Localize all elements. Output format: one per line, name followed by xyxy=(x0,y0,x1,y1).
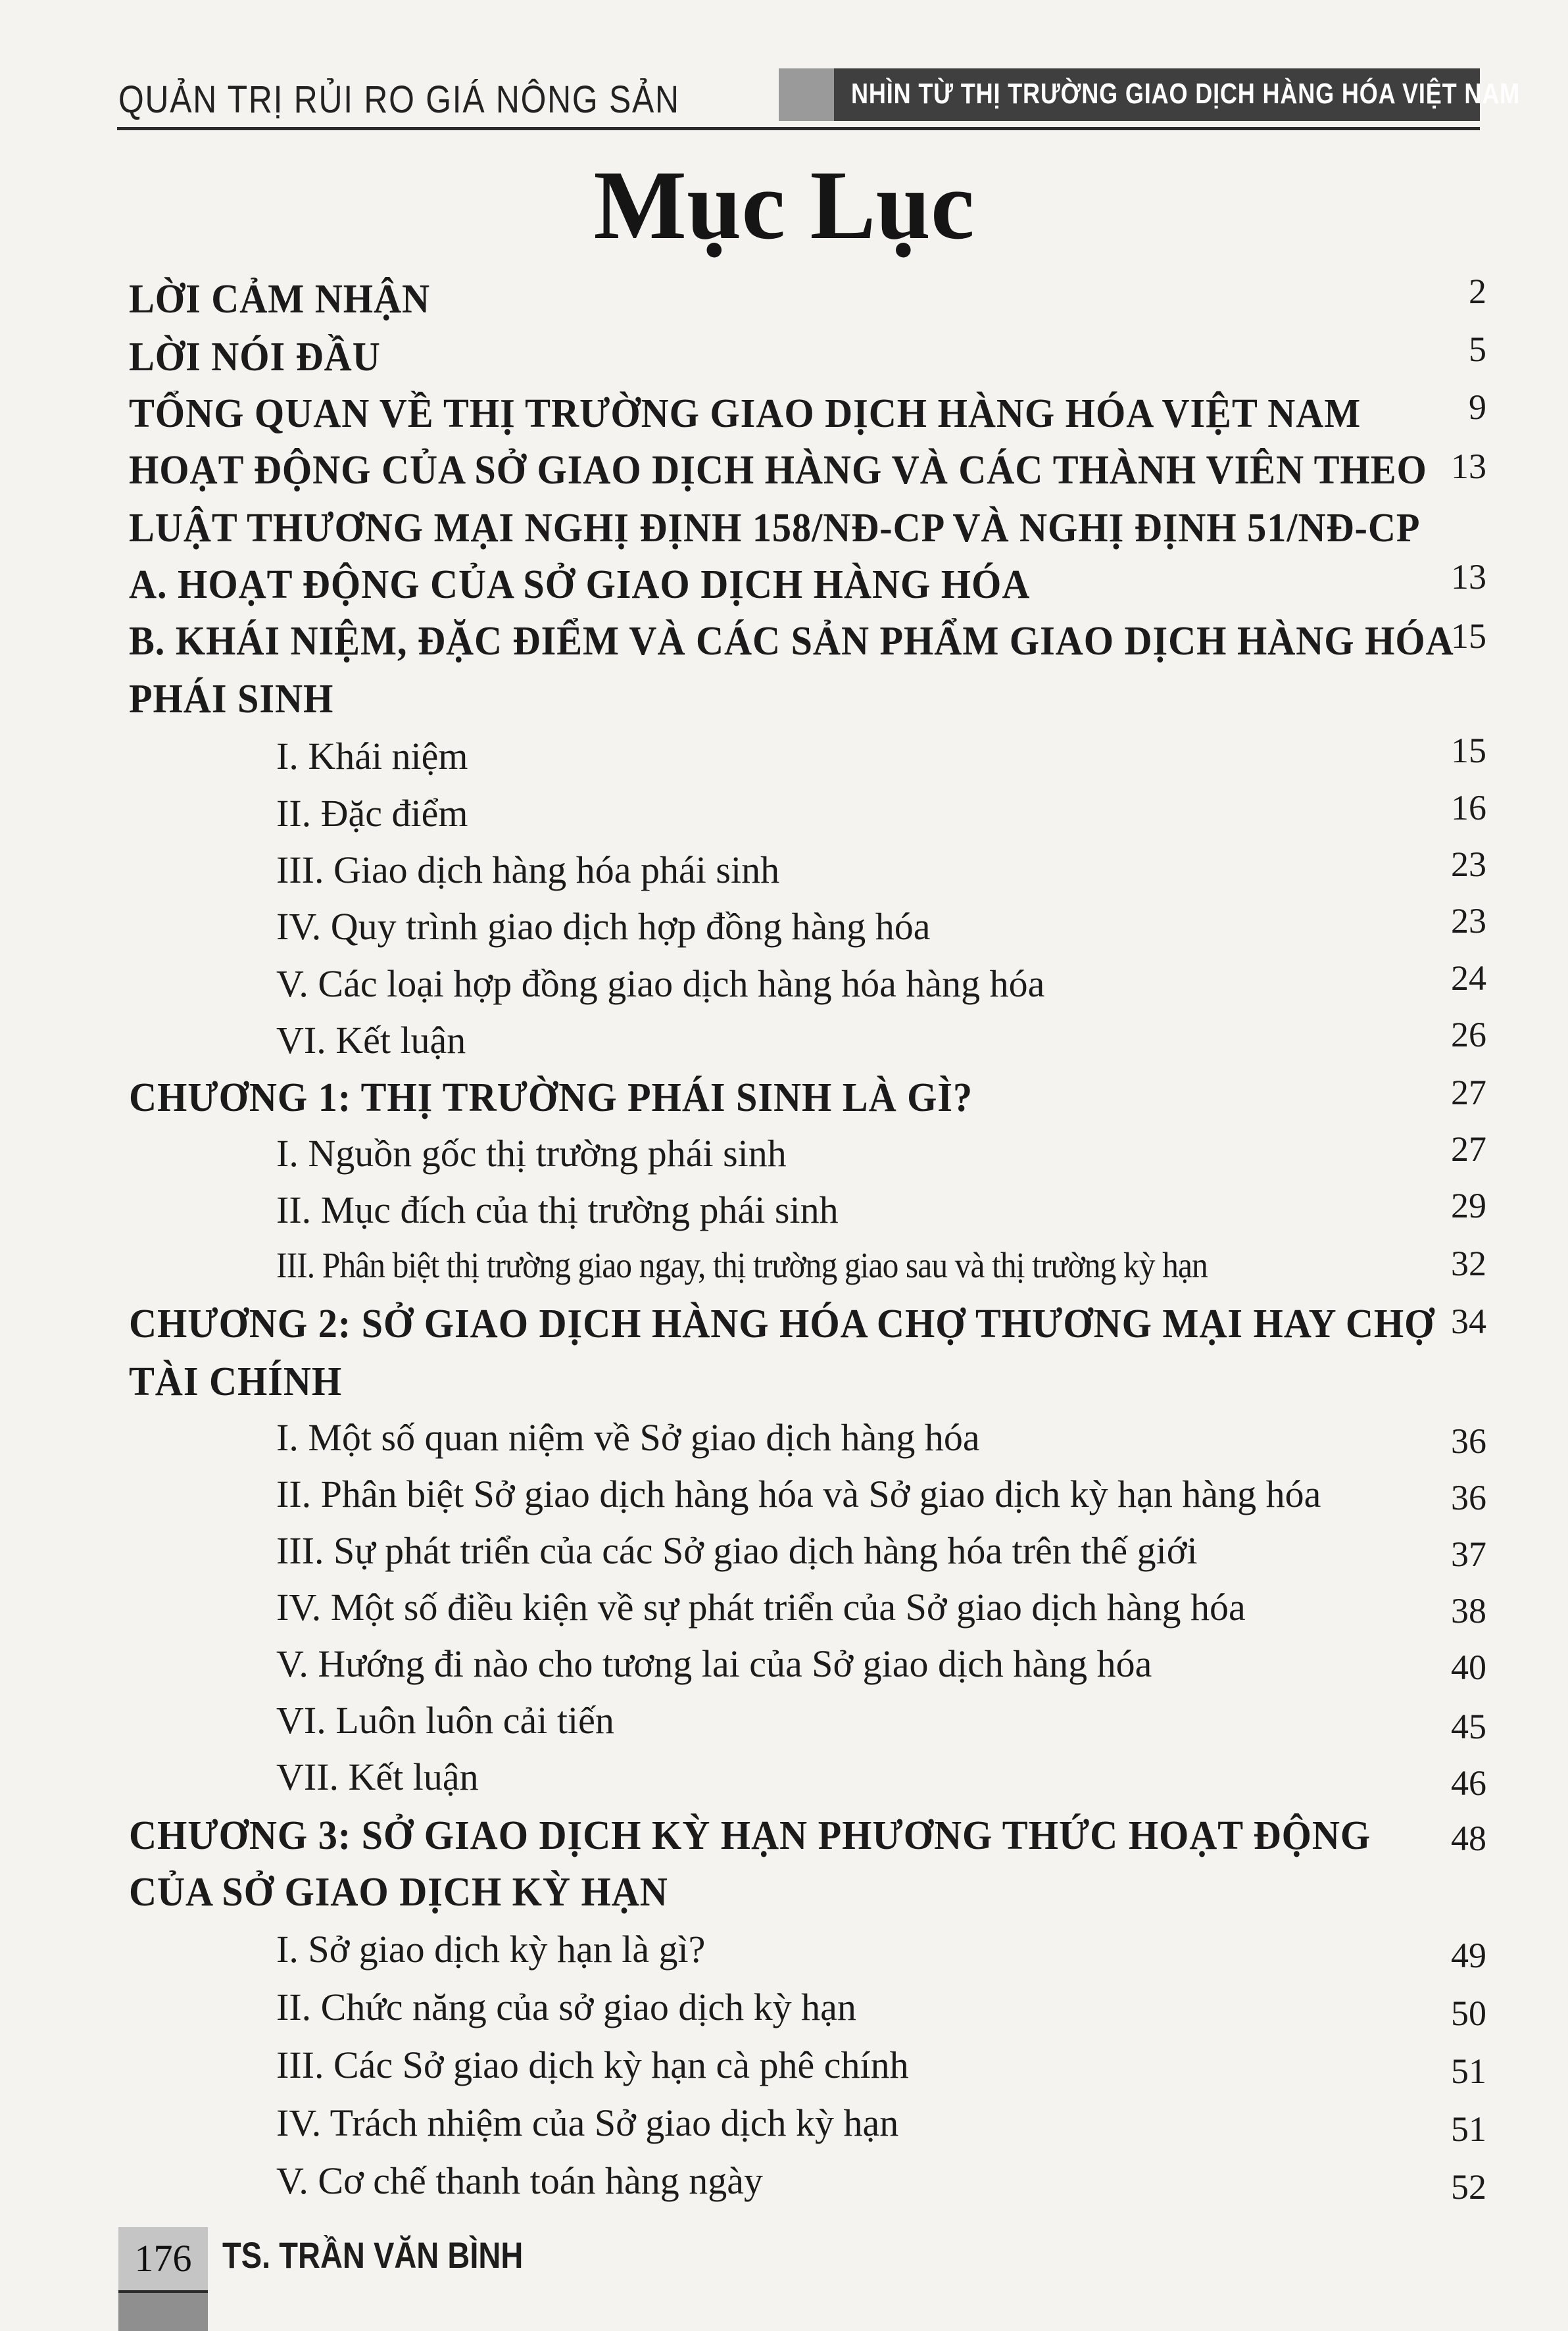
header-series-title: NHÌN TỪ THỊ TRƯỜNG GIAO DỊCH HÀNG HÓA VIỆT NAM xyxy=(851,78,1520,110)
toc-entry-text: TÀI CHÍNH xyxy=(129,1360,343,1404)
toc-entry-page: 15 xyxy=(1451,616,1486,656)
toc-entry-text: III. Các Sở giao dịch kỳ hạn cà phê chính xyxy=(276,2044,909,2086)
toc-entry-page: 13 xyxy=(1451,447,1486,486)
toc-entry-text: CỦA SỞ GIAO DỊCH KỲ HẠN xyxy=(129,1870,668,1915)
footer-page-number: 176 xyxy=(118,2227,208,2293)
toc-entry-text: TỔNG QUAN VỀ THỊ TRƯỜNG GIAO DỊCH HÀNG HÓA VIỆT NAM xyxy=(129,391,1361,436)
toc-entry-page: 13 xyxy=(1451,557,1486,597)
toc-entry-text: II. Chức năng của sở giao dịch kỳ hạn xyxy=(276,1986,856,2028)
toc-entry-text: III. Sự phát triển của các Sở giao dịch hàng hóa trên thế giới xyxy=(276,1529,1198,1572)
toc-entry xyxy=(0,958,1568,1021)
toc-entry-page: 52 xyxy=(1451,2167,1486,2207)
toc-entry-page: 50 xyxy=(1451,1994,1486,2033)
toc-entry xyxy=(0,2101,1568,2160)
toc-entry-text: CHƯƠNG 2: SỞ GIAO DỊCH HÀNG HÓA CHỢ THƯƠNG MẠI HAY CHỢ xyxy=(129,1302,1435,1346)
footer-bar xyxy=(118,2293,208,2331)
toc-entry xyxy=(0,1755,1568,1814)
toc-entry-page: 36 xyxy=(1451,1421,1486,1461)
toc-entry xyxy=(0,1585,1568,1644)
page-title: Mục Lục xyxy=(593,151,975,260)
header-rule xyxy=(117,127,1480,130)
header-book-title: QUẢN TRỊ RỦI RO GIÁ NÔNG SẢN xyxy=(118,78,680,121)
toc-entry xyxy=(0,1075,1568,1134)
toc-entry xyxy=(0,330,1568,393)
header-box-tab xyxy=(779,68,834,121)
toc-entry-page: 9 xyxy=(1469,387,1486,427)
toc-entry-text: II. Phân biệt Sở giao dịch hàng hóa và Sở giao dịch kỳ hạn hàng hóa xyxy=(276,1473,1321,1515)
toc-entry xyxy=(0,1642,1568,1701)
toc-entry-text: I. Sở giao dịch kỳ hạn là gì? xyxy=(276,1928,706,1971)
toc-entry-page: 27 xyxy=(1451,1129,1486,1169)
toc-entry xyxy=(0,1985,1568,2044)
toc-entry xyxy=(0,505,1568,564)
toc-entry-page: 23 xyxy=(1451,845,1486,884)
toc-entry-text: VII. Kết luận xyxy=(276,1755,479,1798)
toc-entry-page: 15 xyxy=(1451,731,1486,770)
toc-entry-text: CHƯƠNG 1: THỊ TRƯỜNG PHÁI SINH LÀ GÌ? xyxy=(129,1075,973,1120)
toc-entry-page: 23 xyxy=(1451,901,1486,941)
toc-entry-page: 40 xyxy=(1451,1648,1486,1687)
toc-entry-text: IV. Quy trình giao dịch hợp đồng hàng hóa xyxy=(276,905,931,948)
toc-entry-text: IV. Trách nhiệm của Sở giao dịch kỳ hạn xyxy=(276,2101,899,2144)
footer-author: TS. TRẦN VĂN BÌNH xyxy=(222,2234,524,2276)
toc-entry-text: VI. Kết luận xyxy=(276,1019,466,1062)
toc-entry-text: PHÁI SINH xyxy=(129,677,334,722)
toc-entry-page: 16 xyxy=(1451,788,1486,827)
toc-entry xyxy=(0,1927,1568,1986)
toc-entry xyxy=(0,1869,1568,1928)
toc-entry xyxy=(0,1015,1568,1077)
toc-entry xyxy=(0,2159,1568,2218)
toc-entry-text: I. Nguồn gốc thị trường phái sinh xyxy=(276,1132,787,1175)
toc-entry-page: 37 xyxy=(1451,1534,1486,1574)
toc-entry-text: III. Giao dịch hàng hóa phái sinh xyxy=(276,848,780,891)
toc-entry xyxy=(0,1188,1568,1247)
toc-entry-page: 51 xyxy=(1451,2051,1486,2091)
toc-entry xyxy=(0,1698,1568,1757)
toc-entry-text: VI. Luôn luôn cải tiến xyxy=(276,1699,614,1742)
toc-entry xyxy=(0,1813,1568,1872)
toc-entry-page: 46 xyxy=(1451,1763,1486,1803)
toc-entry xyxy=(0,447,1568,506)
toc-entry-text: III. Phân biệt thị trường giao ngay, thị trường giao sau và thị trường kỳ hạn xyxy=(276,1245,1208,1285)
toc-entry-text: B. KHÁI NIỆM, ĐẶC ĐIỂM VÀ CÁC SẢN PHẨM GIAO DỊCH HÀNG HÓA xyxy=(129,619,1454,664)
toc-entry xyxy=(0,1529,1568,1588)
toc-entry xyxy=(0,676,1568,735)
toc-entry-page: 27 xyxy=(1451,1073,1486,1112)
toc-entry xyxy=(0,731,1568,793)
toc-entry xyxy=(0,1244,1568,1304)
toc-entry-page: 32 xyxy=(1451,1244,1486,1283)
toc-entry-page: 51 xyxy=(1451,2109,1486,2149)
toc-entry-text: II. Mục đích của thị trường phái sinh xyxy=(276,1189,839,1231)
toc-entry-text: LỜI CẢM NHẬN xyxy=(129,277,431,322)
toc-entry-page: 38 xyxy=(1451,1591,1486,1631)
toc-entry xyxy=(0,387,1568,450)
toc-entry-page: 36 xyxy=(1451,1478,1486,1517)
toc-entry-page: 49 xyxy=(1451,1936,1486,1975)
toc-entry xyxy=(0,272,1568,335)
toc-entry-text: A. HOẠT ĐỘNG CỦA SỞ GIAO DỊCH HÀNG HÓA xyxy=(129,562,1031,607)
toc-entry-page: 5 xyxy=(1469,330,1486,369)
toc-entry xyxy=(0,901,1568,964)
toc-entry-text: V. Các loại hợp đồng giao dịch hàng hóa hàng hóa xyxy=(276,962,1045,1005)
toc-entry-text: CHƯƠNG 3: SỞ GIAO DỊCH KỲ HẠN PHƯƠNG THỨC HOẠT ĐỘNG xyxy=(129,1813,1371,1858)
toc-entry-text: IV. Một số điều kiện về sự phát triển của Sở giao dịch hàng hóa xyxy=(276,1586,1246,1629)
toc-entry-page: 45 xyxy=(1451,1707,1486,1746)
toc-entry xyxy=(0,1472,1568,1531)
toc-entry-text: II. Đặc điểm xyxy=(276,792,468,835)
toc-entry-text: LỜI NÓI ĐẦU xyxy=(129,335,381,380)
header-series-box xyxy=(779,68,1520,121)
toc-entry-text: I. Khái niệm xyxy=(276,735,468,777)
toc-entry-page: 26 xyxy=(1451,1015,1486,1054)
toc-entry xyxy=(0,1359,1568,1418)
toc-entry-text: V. Hướng đi nào cho tương lai của Sở giao dịch hàng hóa xyxy=(276,1642,1152,1685)
toc-entry xyxy=(0,557,1568,621)
toc-entry-page: 29 xyxy=(1451,1186,1486,1225)
toc-entry xyxy=(0,1131,1568,1190)
toc-entry xyxy=(0,2043,1568,2102)
toc-entry xyxy=(0,1301,1568,1360)
toc-entry xyxy=(0,845,1568,907)
toc-entry-text: LUẬT THƯƠNG MẠI NGHỊ ĐỊNH 158/NĐ-CP VÀ NGHỊ ĐỊNH 51/NĐ-CP xyxy=(129,506,1421,551)
toc-entry xyxy=(0,788,1568,850)
toc-entry-page: 24 xyxy=(1451,958,1486,998)
toc-entry-text: HOẠT ĐỘNG CỦA SỞ GIAO DỊCH HÀNG VÀ CÁC THÀNH VIÊN THEO xyxy=(129,448,1427,493)
toc-entry-text: I. Một số quan niệm về Sở giao dịch hàng hóa xyxy=(276,1416,980,1459)
toc-entry-page: 34 xyxy=(1451,1302,1486,1341)
toc-entry xyxy=(0,618,1568,677)
toc-entry-text: V. Cơ chế thanh toán hàng ngày xyxy=(276,2159,763,2202)
toc-entry-page: 2 xyxy=(1469,272,1486,311)
toc-entry-page: 48 xyxy=(1451,1819,1486,1858)
toc-entry xyxy=(0,1415,1568,1475)
